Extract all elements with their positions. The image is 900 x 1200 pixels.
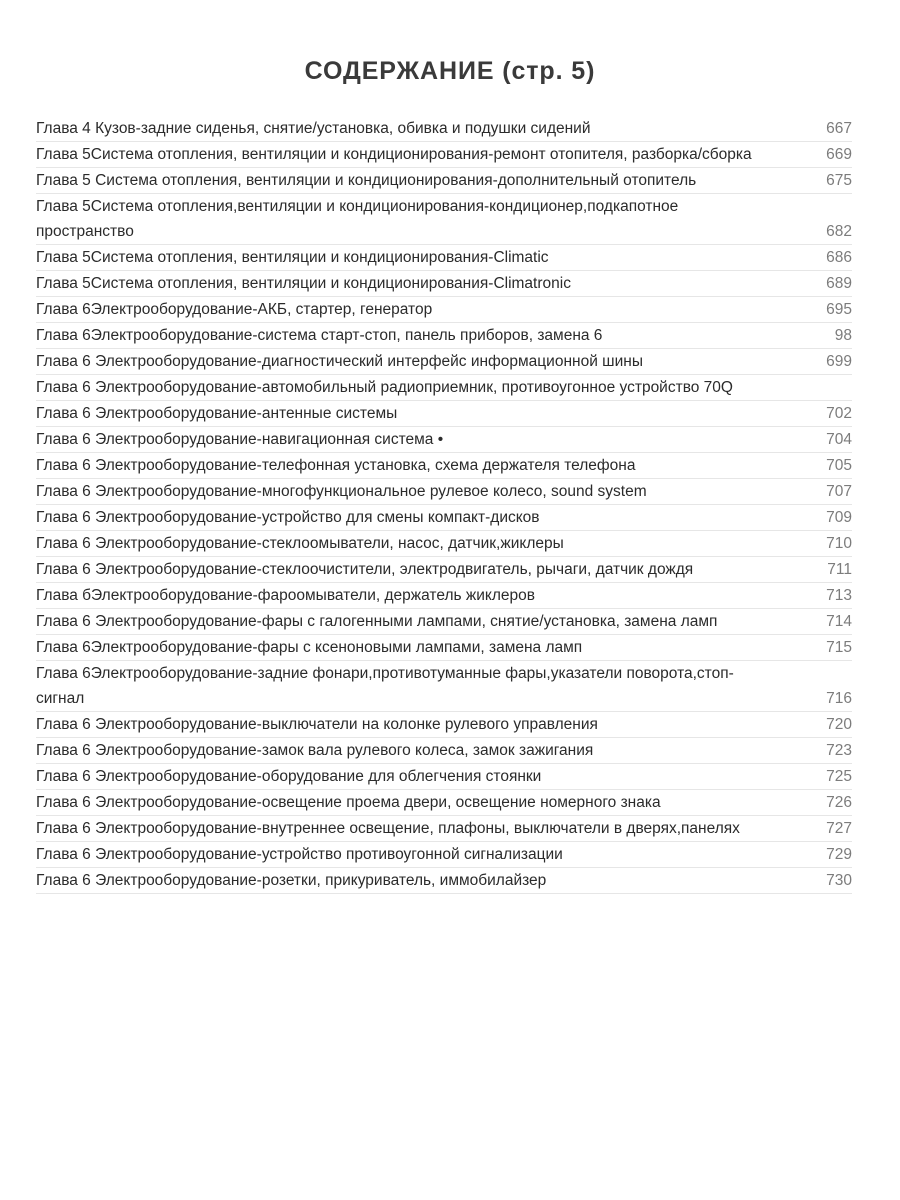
toc-entry-title[interactable]: Глава 6 Электрооборудование-розетки, прикуриватель, иммобилайзер xyxy=(36,871,547,889)
toc-entry-title[interactable]: Глава 5Система отопления, вентиляции и кондиционирования-Climatic xyxy=(36,248,549,266)
toc-entry-title[interactable]: Глава 6 Электрооборудование-выключатели на колонке рулевого управления xyxy=(36,715,598,733)
toc-entry-title[interactable]: Глава 6 Электрооборудование-диагностический интерфейс информационной шины xyxy=(36,352,643,370)
toc-entry-row[interactable] xyxy=(36,608,852,634)
toc-entry-row[interactable] xyxy=(36,270,852,296)
toc-entry-page-number: 713 xyxy=(826,586,852,604)
toc-entry-row[interactable] xyxy=(36,504,852,530)
toc-entry-page-number: 723 xyxy=(826,741,852,759)
toc-entry-row[interactable] xyxy=(36,711,852,737)
toc-entry-page-number xyxy=(768,374,852,400)
toc-entry-title[interactable]: Глава 6 Электрооборудование-телефонная установка, схема держателя телефона xyxy=(36,456,636,474)
toc-entry-row[interactable] xyxy=(36,789,852,815)
toc-entry-row[interactable] xyxy=(36,141,852,167)
toc-entry-title[interactable]: Глава 6 Электрооборудование-антенные системы xyxy=(36,404,398,422)
toc-entry-row[interactable] xyxy=(36,841,852,867)
toc-entry-title[interactable]: Глава бЭлектрооборудование-фароомыватели, держатель жиклеров xyxy=(36,586,536,604)
toc-entry-title[interactable]: Глава 6 Электрооборудование-стеклоочистители, электродвигатель, рычаги, датчик дождя xyxy=(36,560,694,578)
toc-entry-title[interactable]: Глава 6 Электрооборудование-стеклоомыватели, насос, датчик,жиклеры xyxy=(36,534,564,552)
toc-entry-row[interactable] xyxy=(36,426,852,452)
toc-entry-page-number: 702 xyxy=(826,404,852,422)
toc-entry-page-number: 686 xyxy=(826,248,852,266)
toc-entry-page-number: 682 xyxy=(826,222,852,240)
toc-entry-row[interactable] xyxy=(36,815,852,841)
toc-entry-page-number: 710 xyxy=(826,534,852,552)
toc-entry-page-number: 714 xyxy=(826,612,852,630)
page-title: СОДЕРЖАНИЕ (стр. 5) xyxy=(304,56,596,85)
toc-entry-page-number: 716 xyxy=(826,689,852,707)
toc-entry-title[interactable]: Глава 5Система отопления, вентиляции и кондиционирования-Climatronic xyxy=(36,274,571,292)
toc-entry-page-number: 699 xyxy=(826,352,852,370)
toc-entry-row[interactable] xyxy=(36,400,852,426)
toc-entry-row[interactable] xyxy=(36,167,852,193)
toc-entry-row[interactable] xyxy=(36,556,852,582)
toc-entry-row[interactable] xyxy=(36,244,852,270)
toc-entry-page-number: 705 xyxy=(826,456,852,474)
toc-entry-row[interactable] xyxy=(36,737,852,763)
toc-entry-page-number: 709 xyxy=(826,508,852,526)
toc-body xyxy=(36,116,852,894)
toc-entry-page-number: 704 xyxy=(826,430,852,448)
toc-entry-row[interactable] xyxy=(36,582,852,608)
toc-entry-page-number: 729 xyxy=(826,845,852,863)
toc-entry-row[interactable] xyxy=(36,452,852,478)
toc-entry-row[interactable] xyxy=(36,867,852,893)
toc-entry-row[interactable] xyxy=(36,348,852,374)
toc-entry-row[interactable] xyxy=(36,660,852,711)
toc-entry-title[interactable]: Глава 6 Электрооборудование-замок вала рулевого колеса, замок зажигания xyxy=(36,741,594,759)
toc-entry-title[interactable]: Глава 6 Электрооборудование-навигационная система • xyxy=(36,430,444,448)
toc-entry-title[interactable]: Глава 6Электрооборудование-задние фонари,противотуманные фары,указатели поворота,стоп-сигнал xyxy=(36,664,734,707)
toc-entry-page-number: 725 xyxy=(826,767,852,785)
toc-entry-page-number: 726 xyxy=(826,793,852,811)
toc-entry-row[interactable] xyxy=(36,296,852,322)
toc-entry-title[interactable]: Глава 6 Электрооборудование-многофункциональное рулевое колесо, sound system xyxy=(36,482,647,500)
toc-entry-row[interactable] xyxy=(36,763,852,789)
toc-entry-title[interactable]: Глава 6 Электрооборудование-автомобильный радиоприемник, противоугонное устройство 70Q xyxy=(36,378,733,396)
toc-entry-title[interactable]: Глава 6 Электрооборудование-устройство для смены компакт-дисков xyxy=(36,508,540,526)
toc-entry-title[interactable]: Глава 6 Электрооборудование-устройство противоугонной сигнализации xyxy=(36,845,563,863)
toc-entry-title[interactable]: Глава 6Электрооборудование-фары с ксеноновыми лампами, замена ламп xyxy=(36,638,583,656)
toc-entry-page-number: 711 xyxy=(827,560,852,578)
toc-entry-page-number: 715 xyxy=(826,638,852,656)
toc-entry-title[interactable]: Глава 5Система отопления,вентиляции и кондиционирования-кондиционер,подкапотное пространство xyxy=(36,197,679,240)
table-of-contents xyxy=(36,116,852,894)
toc-entry-title[interactable]: Глава 6Электрооборудование-система старт-стоп, панель приборов, замена 6 xyxy=(36,326,603,344)
toc-entry-title[interactable]: Глава 6 Электрооборудование-оборудование для облегчения стоянки xyxy=(36,767,542,785)
toc-entry-page-number: 720 xyxy=(826,715,852,733)
toc-entry-title[interactable]: Глава 6Электрооборудование-АКБ, стартер, генератор xyxy=(36,300,433,318)
toc-entry-page-number: 669 xyxy=(826,145,852,163)
toc-entry-page-number: 707 xyxy=(826,482,852,500)
toc-entry-row[interactable] xyxy=(36,116,852,142)
toc-entry-page-number: 98 xyxy=(834,326,852,344)
toc-entry-title[interactable]: Глава 6 Электрооборудование-фары с галогенными лампами, снятие/установка, замена ламп xyxy=(36,612,718,630)
toc-entry-title[interactable]: Глава 4 Кузов-задние сиденья, снятие/установка, обивка и подушки сидений xyxy=(36,119,591,137)
toc-entry-row[interactable] xyxy=(36,374,852,400)
toc-entry-row[interactable] xyxy=(36,530,852,556)
toc-entry-page-number: 675 xyxy=(826,171,852,189)
toc-entry-page-number: 695 xyxy=(826,300,852,318)
toc-entry-row[interactable] xyxy=(36,634,852,660)
toc-entry-page-number: 730 xyxy=(826,871,852,889)
toc-entry-page-number: 689 xyxy=(826,274,852,292)
toc-entry-title[interactable]: Глава 5 Система отопления, вентиляции и кондиционирования-дополнительный отопитель xyxy=(36,171,697,189)
toc-entry-title[interactable]: Глава 6 Электрооборудование-освещение проема двери, освещение номерного знака xyxy=(36,793,661,811)
toc-entry-row[interactable] xyxy=(36,322,852,348)
toc-entry-title[interactable]: Глава 6 Электрооборудование-внутреннее освещение, плафоны, выключатели в дверях,панелях xyxy=(36,819,740,837)
toc-entry-page-number: 727 xyxy=(826,819,852,837)
toc-entry-title[interactable]: Глава 5Система отопления, вентиляции и кондиционирования-ремонт отопителя, разборка/сборка xyxy=(36,145,752,163)
toc-entry-row[interactable] xyxy=(36,193,852,244)
toc-entry-page-number: 667 xyxy=(826,119,852,137)
toc-entry-row[interactable] xyxy=(36,478,852,504)
